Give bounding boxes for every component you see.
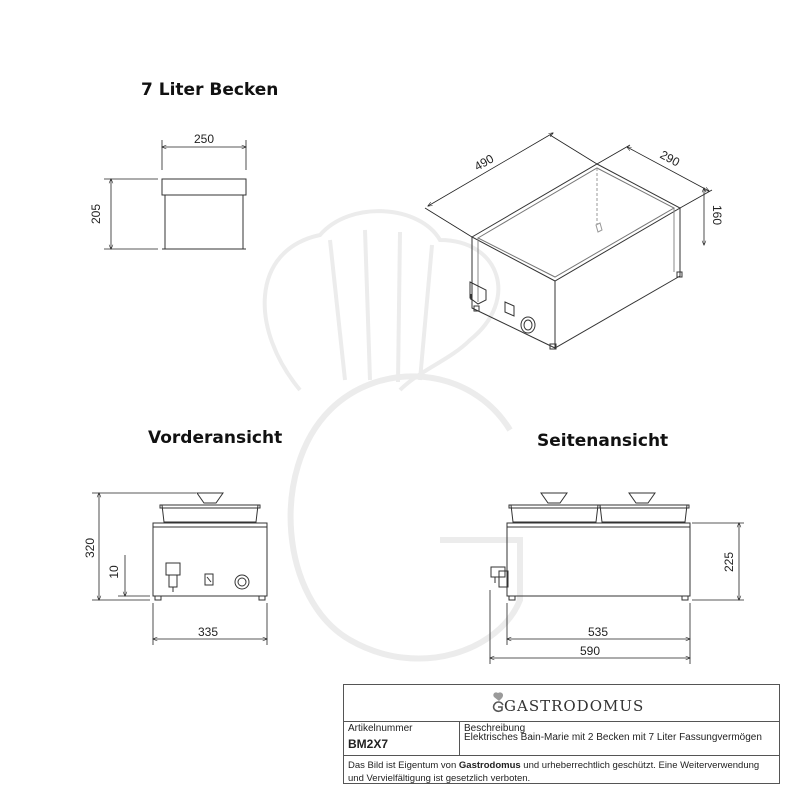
becken-height-label: 205 bbox=[89, 203, 103, 225]
brand-name: GASTRODOMUS bbox=[504, 697, 645, 715]
article-number-label: Artikelnummer bbox=[348, 723, 413, 734]
notice-prefix: Das Bild ist Eigentum von bbox=[348, 760, 459, 771]
article-number-value: BM2X7 bbox=[348, 737, 389, 751]
side-view-title: Seitenansicht bbox=[537, 431, 669, 451]
becken-width-label: 250 bbox=[193, 132, 215, 146]
front-small-dimension bbox=[118, 555, 150, 596]
iso-length-label: 490 bbox=[471, 151, 497, 174]
front-width-label: 335 bbox=[197, 625, 219, 639]
front-view bbox=[153, 493, 267, 600]
becken-height-dimension bbox=[104, 179, 158, 249]
iso-length-dimension bbox=[425, 133, 597, 237]
front-small-label: 10 bbox=[107, 565, 121, 579]
description-cell bbox=[460, 721, 779, 755]
side-height-label: 225 bbox=[722, 551, 736, 573]
notice-company: Gastrodomus bbox=[458, 760, 521, 771]
article-cell bbox=[344, 721, 460, 755]
front-height-label: 320 bbox=[83, 537, 97, 559]
isometric-view bbox=[470, 164, 682, 349]
title-block bbox=[343, 684, 780, 784]
description-label: Beschreibung bbox=[464, 723, 526, 734]
copyright-notice bbox=[348, 759, 775, 785]
iso-height-label: 160 bbox=[710, 204, 724, 226]
becken-title: 7 Liter Becken bbox=[141, 80, 279, 100]
front-view-title: Vorderansicht bbox=[148, 428, 283, 448]
watermark-logo bbox=[265, 211, 520, 658]
side-inner-width-label: 535 bbox=[587, 625, 609, 639]
article-row bbox=[344, 721, 779, 756]
front-height-dimension bbox=[92, 493, 196, 600]
becken-view bbox=[162, 179, 246, 249]
description-value: Elektrisches Bain-Marie mit 2 Becken mit 7 Liter Fassungvermögen bbox=[464, 732, 762, 743]
side-height-dimension bbox=[692, 523, 744, 600]
notice-suffix: und urheberrechtlich geschützt. Eine Weiterverwendung und Vervielfältigung ist gesetzlich verboten. bbox=[348, 760, 760, 784]
side-total-width-label: 590 bbox=[579, 644, 601, 658]
brand-header bbox=[344, 685, 779, 722]
iso-width-label: 290 bbox=[657, 147, 683, 170]
